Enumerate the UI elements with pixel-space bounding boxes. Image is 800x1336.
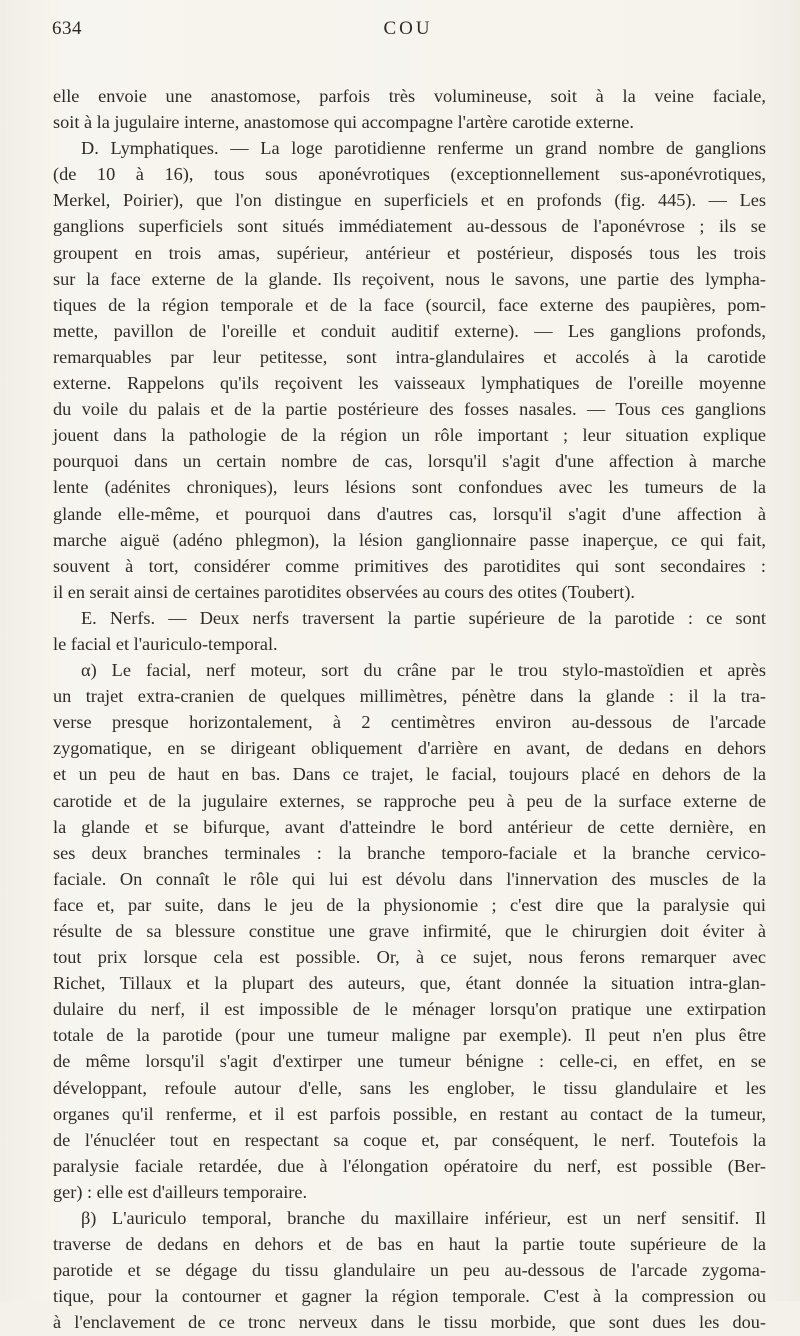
text-line: développant, refoule autour d'elle, sans les englober, le tissu glandulaire et les <box>53 1077 766 1098</box>
text-line: D. Lymphatiques. — La loge parotidienne renferme un grand nombre de ganglions <box>81 138 766 159</box>
text-line: la glande et se bifurque, avant d'atteindre le bord antérieur de cette dernière, en <box>53 816 766 837</box>
text-line: organes qu'il renferme, et il est parfois possible, en restant au contact de la tumeur, <box>53 1103 766 1124</box>
text-line: paralysie faciale retardée, due à l'élongation opératoire du nerf, est possible (Ber- <box>53 1155 766 1176</box>
text-line: E. Nerfs. — Deux nerfs traversent la partie supérieure de la parotide : ce sont <box>81 607 766 628</box>
text-line: parotide et se dégage du tissu glandulaire un peu au-dessous de l'arcade zygoma- <box>53 1260 766 1281</box>
text-line: ses deux branches terminales : la branche temporo-faciale et la branche cervico- <box>53 842 766 863</box>
text-line: mette, pavillon de l'oreille et conduit auditif externe). — Les ganglions profonds, <box>53 320 766 341</box>
text-line: tout prix lorsque cela est possible. Or, à ce sujet, nous ferons remarquer avec <box>53 947 766 968</box>
text-line: Merkel, Poirier), que l'on distingue en superficiels et en profonds (fig. 445). — Les <box>53 190 766 211</box>
text-line: face et, par suite, dans le jeu de la physionomie ; c'est dire que la paralysie qui <box>53 894 766 915</box>
text-line: et un peu de haut en bas. Dans ce trajet, le facial, toujours placé en dehors de la <box>53 764 766 785</box>
text-line: à l'enclavement de ce tronc nerveux dans le tissu morbide, que sont dues les dou- <box>53 1312 766 1333</box>
text-line: résulte de sa blessure constitue une grave infirmité, que le chirurgien doit éviter à <box>53 921 766 941</box>
text-line: verse presque horizontalement, à 2 centimètres environ au-dessous de l'arcade <box>53 712 766 733</box>
page-header <box>52 18 764 44</box>
text-line: le facial et l'auriculo-temporal. <box>53 633 278 654</box>
text-line: externe. Rappelons qu'ils reçoivent les vaisseaux lymphatiques de l'oreille moyenne <box>53 373 766 394</box>
text-line: α) Le facial, nerf moteur, sort du crâne par le trou stylo-mastoïdien et après <box>81 660 766 681</box>
text-line: de l'énucléer tout en respectant sa coque et, par conséquent, le nerf. Toutefois la <box>53 1129 766 1150</box>
text-line: jouent dans la pathologie de la région un rôle important ; leur situation explique <box>53 425 766 446</box>
text-line: du voile du palais et de la partie postérieure des fosses nasales. — Tous ces ganglions <box>53 399 766 420</box>
text-line: lente (adénites chroniques), leurs lésions sont confondues avec les tumeurs de la <box>53 477 766 498</box>
text-line: un trajet extra-cranien de quelques millimètres, pénètre dans la glande : il la tra- <box>53 686 766 707</box>
body-text <box>53 83 766 1336</box>
text-line: il en serait ainsi de certaines parotidites observées au cours des otites (Toubert). <box>53 581 636 602</box>
text-line: groupent en trois amas, supérieur, antérieur et postérieur, disposés tous les trois <box>53 242 766 263</box>
text-line: zygomatique, en se dirigeant obliquement d'arrière en avant, de dedans en dehors <box>53 738 766 759</box>
running-head: COU <box>383 18 433 39</box>
text-line: sur la face externe de la glande. Ils reçoivent, nous le savons, une partie des lympha- <box>53 268 766 289</box>
text-line: Richet, Tillaux et la plupart des auteurs, que, étant donnée la situation intra-glan- <box>53 973 766 994</box>
text-line: totale de la parotide (pour une tumeur maligne par exemple). Il peut n'en plus être <box>53 1025 766 1046</box>
text-line: soit à la jugulaire interne, anastomose qui accompagne l'artère carotide externe. <box>53 112 634 133</box>
text-line: dulaire du nerf, il est impossible de le ménager lorsqu'on pratique une extirpation <box>53 999 766 1020</box>
text-line: tique, pour la contourner et gagner la région temporale. C'est à la compression ou <box>53 1286 766 1307</box>
text-line: faciale. On connaît le rôle qui lui est dévolu dans l'innervation des muscles de la <box>53 868 766 889</box>
text-line: glande elle-même, et pourquoi dans d'autres cas, lorsqu'il s'agit d'une affection à <box>53 503 766 524</box>
text-line: (de 10 à 16), tous sous aponévrotiques (exceptionnellement sus-aponévrotiques, <box>53 164 766 185</box>
text-line: marche aiguë (adéno phlegmon), la lésion ganglionnaire passe inaperçue, ce qui fait, <box>53 529 766 550</box>
text-line: souvent à tort, considérer comme primitives des parotidites qui sont secondaires : <box>53 555 766 576</box>
page-number: 634 <box>52 18 82 39</box>
text-line: carotide et de la jugulaire externes, se rapproche peu à peu de la surface externe de <box>53 790 766 811</box>
text-line: ger) : elle est d'ailleurs temporaire. <box>53 1181 308 1202</box>
text-line: remarquables par leur petitesse, sont intra-glandulaires et accolés à la carotide <box>53 346 766 367</box>
text-line: tiques de la région temporale et de la face (sourcil, face externe des paupières, pom- <box>53 294 766 315</box>
text-line: β) L'auriculo temporal, branche du maxillaire inférieur, est un nerf sensitif. Il <box>81 1208 766 1229</box>
text-line: traverse de dedans en dehors et de bas en haut la partie toute supérieure de la <box>53 1234 766 1255</box>
text-line: ganglions superficiels sont situés immédiatement au-dessous de l'aponévrose ; ils se <box>53 216 766 237</box>
text-line: elle envoie une anastomose, parfois très volumineuse, soit à la veine faciale, <box>53 86 766 106</box>
text-line: pourquoi dans un certain nombre de cas, lorsqu'il s'agit d'une affection à marche <box>53 451 766 472</box>
text-line: de même lorsqu'il s'agit d'extirper une tumeur bénigne : celle-ci, en effet, en se <box>53 1051 766 1072</box>
